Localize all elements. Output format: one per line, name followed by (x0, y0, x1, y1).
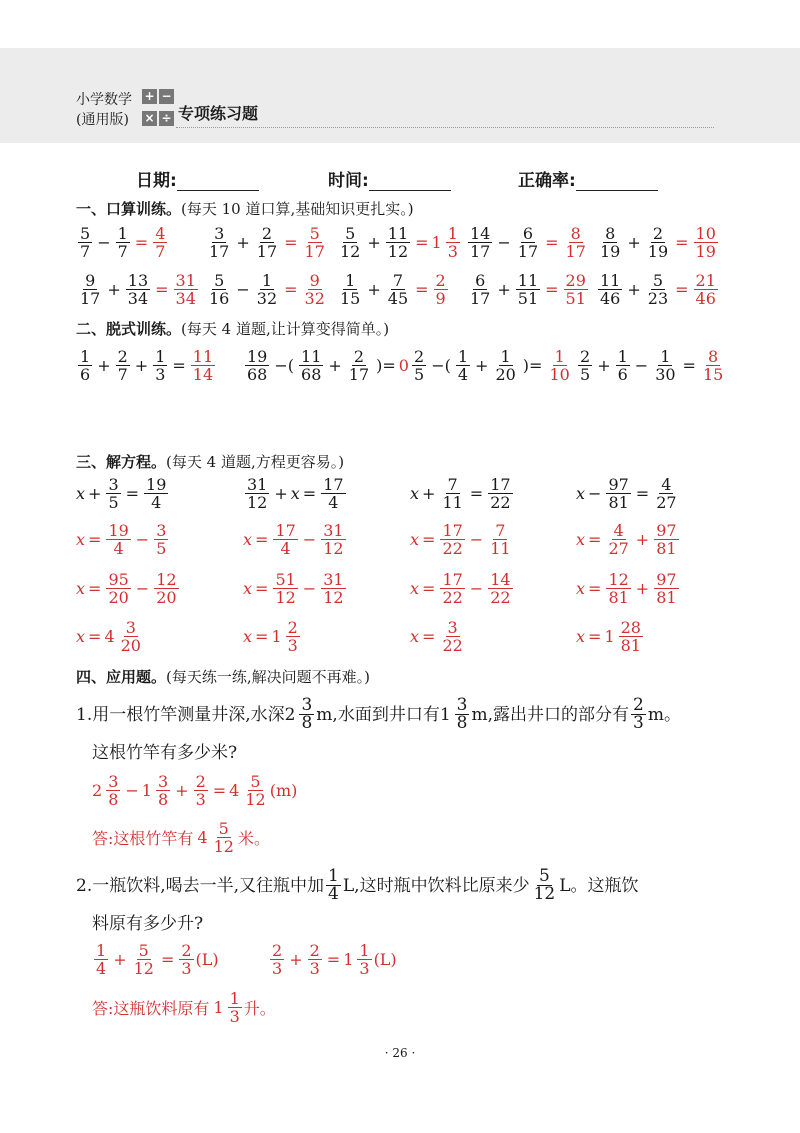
fraction: $\frac{7}{11}$ (442, 475, 463, 512)
fraction: $\frac{2}{3}$ (287, 618, 298, 655)
fraction: $\frac{31}{12}$ (247, 475, 268, 512)
fraction: $\frac{17}{4}$ (323, 475, 344, 512)
fraction: $\frac{97}{81}$ (608, 475, 629, 512)
fraction: $\frac{3}{8}$ (301, 695, 313, 733)
fraction: $\frac{8}{19}$ (600, 224, 621, 261)
accuracy-field (518, 166, 658, 191)
fraction: $\frac{95}{20}$ (108, 570, 129, 607)
header-divider (176, 127, 714, 128)
equation-step-2: x = $\frac{17}{22}$ − $\frac{14}{22}$ (410, 570, 511, 607)
answer-value: 0 (398, 356, 409, 375)
fraction: $\frac{9}{17}$ (80, 271, 101, 308)
equation: x − $\frac{97}{81}$ = $\frac{4}{27}$ (576, 475, 677, 512)
fraction: $\frac{2}{19}$ (647, 224, 669, 261)
fraction: $\frac{1}{30}$ (655, 347, 676, 384)
answer-fraction: $\frac{11}{14}$ (192, 347, 214, 384)
fraction: $\frac{10}{19}$ (695, 224, 716, 261)
section-oral-title: 一、口算训练。(每天 10 道口算,基础知识更扎实。) (76, 200, 414, 218)
fraction: $\frac{11}{68}$ (301, 347, 322, 384)
fraction: $\frac{97}{81}$ (656, 521, 677, 558)
fraction: $\frac{14}{17}$ (470, 224, 491, 261)
fraction: $\frac{1}{20}$ (495, 347, 516, 384)
answer-fraction: $\frac{1}{10}$ (549, 347, 570, 384)
equation: $\frac{31}{12}$ + x = $\frac{17}{4}$ (247, 475, 344, 512)
equation-step-2: x = $\frac{95}{20}$ − $\frac{12}{20}$ (76, 570, 177, 607)
fraction: $\frac{19}{4}$ (108, 521, 129, 558)
operator-logo (142, 89, 176, 133)
fraction: $\frac{29}{51}$ (565, 271, 586, 308)
fraction: $\frac{7}{11}$ (490, 521, 511, 558)
time-field (328, 166, 451, 191)
fraction: $\frac{1}{7}$ (117, 224, 128, 261)
equation-solution: x = 1 $\frac{28}{81}$ (576, 618, 641, 655)
fraction: $\frac{4}{27}$ (656, 475, 677, 512)
fraction: $\frac{19}{4}$ (146, 475, 167, 512)
fraction: $\frac{28}{81}$ (620, 618, 641, 655)
page-number: · 26 · (384, 1046, 416, 1060)
fraction: $\frac{11}{46}$ (600, 271, 621, 308)
book-title: 专项练习题 (178, 104, 259, 123)
date-label: 日期: (136, 171, 177, 191)
word-problem-2-line-2: 料原有多少升? (92, 914, 204, 934)
fraction: $\frac{6}{17}$ (517, 224, 539, 261)
section-word-title: 四、应用题。(每天练一练,解决问题不再难。) (76, 668, 370, 686)
fraction: $\frac{3}{8}$ (456, 695, 468, 733)
fraction: $\frac{1}{4}$ (457, 347, 469, 384)
equation-solution: x = $\frac{3}{22}$ (410, 618, 463, 655)
oral-problem: $\frac{1}{15}$ + $\frac{7}{45}$ = $\frac{2}{9}$ (340, 271, 446, 308)
equation-step-1: x = $\frac{19}{4}$ − $\frac{3}{5}$ (76, 521, 167, 558)
fraction: $\frac{1}{4}$ (328, 866, 339, 904)
fraction: $\frac{19}{68}$ (247, 347, 268, 384)
fraction: $\frac{2}{7}$ (117, 347, 128, 384)
fraction: $\frac{21}{46}$ (695, 271, 716, 308)
fraction: $\frac{5}{12}$ (533, 866, 556, 904)
fraction: $\frac{51}{12}$ (275, 570, 296, 607)
fraction: $\frac{17}{22}$ (442, 521, 463, 558)
plus-icon: + (142, 89, 157, 104)
fraction: $\frac{31}{12}$ (323, 570, 344, 607)
simplify-problem-4: $\frac{2}{5}$ + $\frac{1}{6}$ − $\frac{1}{30}$ = $\frac{8}{15}$ (580, 347, 724, 384)
equation-solution: x = 4 $\frac{3}{20}$ (76, 618, 141, 655)
oral-problem: $\frac{9}{17}$ + $\frac{13}{34}$ = $\frac{31}{34}$ (80, 271, 196, 308)
oral-problem: $\frac{5}{12}$ + $\frac{11}{12}$ = 1 $\frac{1}{3}$ (340, 224, 458, 261)
fraction: $\frac{3}{22}$ (442, 618, 463, 655)
fraction: $\frac{11}{12}$ (387, 224, 409, 261)
simplify-problem-1: $\frac{1}{6}$ + $\frac{2}{7}$ + $\frac{1}{3}$ = $\frac{11}{14}$ (80, 347, 214, 384)
fraction: $\frac{1}{6}$ (617, 347, 628, 384)
fraction: $\frac{6}{17}$ (470, 271, 491, 308)
answer-fraction: $\frac{8}{15}$ (702, 347, 724, 384)
fraction: $\frac{2}{17}$ (348, 347, 370, 384)
fraction: $\frac{2}{9}$ (435, 271, 446, 308)
oral-problem: $\frac{6}{17}$ + $\frac{11}{51}$ = $\frac{29}{51}$ (470, 271, 586, 308)
accuracy-label: 正确率: (518, 171, 576, 191)
fraction: $\frac{12}{20}$ (156, 570, 177, 607)
equation-step-2: x = $\frac{51}{12}$ − $\frac{31}{12}$ (243, 570, 344, 607)
section-simplify-title: 二、脱式训练。(每天 4 道题,让计算变得简单。) (76, 320, 390, 338)
fraction: $\frac{5}{7}$ (80, 224, 91, 261)
fraction: $\frac{97}{81}$ (656, 570, 677, 607)
accuracy-blank[interactable] (576, 172, 658, 191)
fraction: $\frac{31}{34}$ (175, 271, 196, 308)
oral-problem: $\frac{11}{46}$ + $\frac{5}{23}$ = $\frac{21}{46}$ (600, 271, 716, 308)
series-label (76, 90, 132, 130)
word-problem-2-line-1: 2. 一瓶饮料,喝去一半,又往瓶中加 $\frac{1}{4}$ L,这时瓶中饮料比原来少 $\frac{5}{12}$ L。这瓶饮 (76, 866, 639, 904)
word-problem-2-calc-2: $\frac{2}{3}$ + $\frac{2}{3}$ = 1 $\frac{1}{3}$ (L) (272, 941, 397, 978)
fraction: $\frac{2}{5}$ (414, 347, 425, 384)
simplify-problem-3: $\frac{2}{5}$ −( $\frac{1}{4}$ + $\frac{1}{20}$ )= $\frac{1}{10}$ (414, 347, 570, 384)
fraction: $\frac{3}{20}$ (120, 618, 141, 655)
fraction: $\frac{5}{17}$ (304, 224, 325, 261)
oral-problem: $\frac{5}{16}$ − $\frac{1}{32}$ = $\frac{9}{32}$ (209, 271, 325, 308)
fraction: $\frac{8}{17}$ (565, 224, 586, 261)
time-label: 时间: (328, 171, 369, 191)
fraction: $\frac{17}{22}$ (490, 475, 511, 512)
fraction: $\frac{3}{5}$ (156, 521, 167, 558)
equation: x + $\frac{7}{11}$ = $\frac{17}{22}$ (410, 475, 511, 512)
date-field (136, 166, 259, 191)
fraction: $\frac{2}{17}$ (256, 224, 278, 261)
fraction: $\frac{5}{12}$ (340, 224, 361, 261)
fraction: $\frac{3}{5}$ (108, 475, 119, 512)
fraction: $\frac{13}{34}$ (127, 271, 149, 308)
fraction: $\frac{14}{22}$ (490, 570, 511, 607)
word-problem-2-answer: 答:这瓶饮料原有 1 $\frac{1}{3}$ 升。 (92, 989, 276, 1026)
word-problem-1-line-1: 1. 用一根竹竿测量井深,水深 2 $\frac{3}{8}$ m,水面到井口有 1 $\frac{3}{8}$ m,露出井口的部分有 $\frac{2}{3}$ m。 (76, 695, 681, 733)
word-problem-1-line-2: 这根竹竿有多少米? (92, 743, 238, 763)
minus-icon: − (159, 89, 174, 104)
fraction: $\frac{31}{12}$ (323, 521, 344, 558)
equation-step-2: x = $\frac{12}{81}$ + $\frac{97}{81}$ (576, 570, 677, 607)
oral-problem: $\frac{8}{19}$ + $\frac{2}{19}$ = $\frac{10}{19}$ (600, 224, 716, 261)
fraction: $\frac{5}{16}$ (209, 271, 230, 308)
fraction: $\frac{1}{32}$ (256, 271, 278, 308)
series-line-1: 小学数学 (76, 92, 132, 108)
fraction: $\frac{11}{51}$ (517, 271, 539, 308)
fraction: $\frac{2}{5}$ (580, 347, 591, 384)
fraction: $\frac{1}{3}$ (155, 347, 166, 384)
word-problem-1-answer: 答:这根竹竿有 4 $\frac{5}{12}$ 米。 (92, 819, 270, 856)
time-blank[interactable] (369, 172, 451, 191)
oral-problem: $\frac{5}{7}$ − $\frac{1}{7}$ = $\frac{4}{7}$ (80, 224, 166, 261)
fraction: $\frac{17}{4}$ (275, 521, 296, 558)
series-line-2: (通用版) (76, 112, 129, 128)
fraction: $\frac{9}{32}$ (304, 271, 325, 308)
equation-step-1: x = $\frac{4}{27}$ + $\frac{97}{81}$ (576, 521, 677, 558)
fraction: $\frac{17}{22}$ (442, 570, 463, 607)
equation: x + $\frac{3}{5}$ = $\frac{19}{4}$ (76, 475, 167, 512)
date-blank[interactable] (177, 172, 259, 191)
simplify-problem-2: $\frac{19}{68}$ −( $\frac{11}{68}$ + $\frac{2}{17}$ )= 0 (247, 347, 409, 384)
oral-problem: $\frac{14}{17}$ − $\frac{6}{17}$ = $\frac{8}{17}$ (470, 224, 586, 261)
fraction: $\frac{4}{27}$ (608, 521, 629, 558)
equation-solution: x = 1 $\frac{2}{3}$ (243, 618, 298, 655)
section-equation-title: 三、解方程。(每天 4 道题,方程更容易。) (76, 453, 345, 471)
fraction: $\frac{2}{3}$ (633, 695, 644, 733)
fraction: $\frac{1}{3}$ (447, 224, 458, 261)
equation-step-1: x = $\frac{17}{4}$ − $\frac{31}{12}$ (243, 521, 344, 558)
fraction: $\frac{1}{15}$ (340, 271, 361, 308)
fraction: $\frac{12}{81}$ (608, 570, 629, 607)
word-problem-2-calc-1: $\frac{1}{4}$ + $\frac{5}{12}$ = $\frac{2}{3}$ (L) (96, 941, 219, 978)
word-problem-1-calc: 2 $\frac{3}{8}$ − 1 $\frac{3}{8}$ + $\frac{2}{3}$ = 4 $\frac{5}{12}$ (m) (92, 772, 298, 809)
fraction: $\frac{5}{23}$ (647, 271, 669, 308)
divide-icon: ÷ (159, 111, 174, 126)
equation-step-1: x = $\frac{17}{22}$ − $\frac{7}{11}$ (410, 521, 511, 558)
times-icon: × (142, 111, 157, 126)
fraction: $\frac{4}{7}$ (155, 224, 166, 261)
fraction: $\frac{1}{6}$ (80, 347, 91, 384)
fraction: $\frac{7}{45}$ (387, 271, 409, 308)
fraction: $\frac{3}{17}$ (209, 224, 230, 261)
oral-problem: $\frac{3}{17}$ + $\frac{2}{17}$ = $\frac{5}{17}$ (209, 224, 325, 261)
